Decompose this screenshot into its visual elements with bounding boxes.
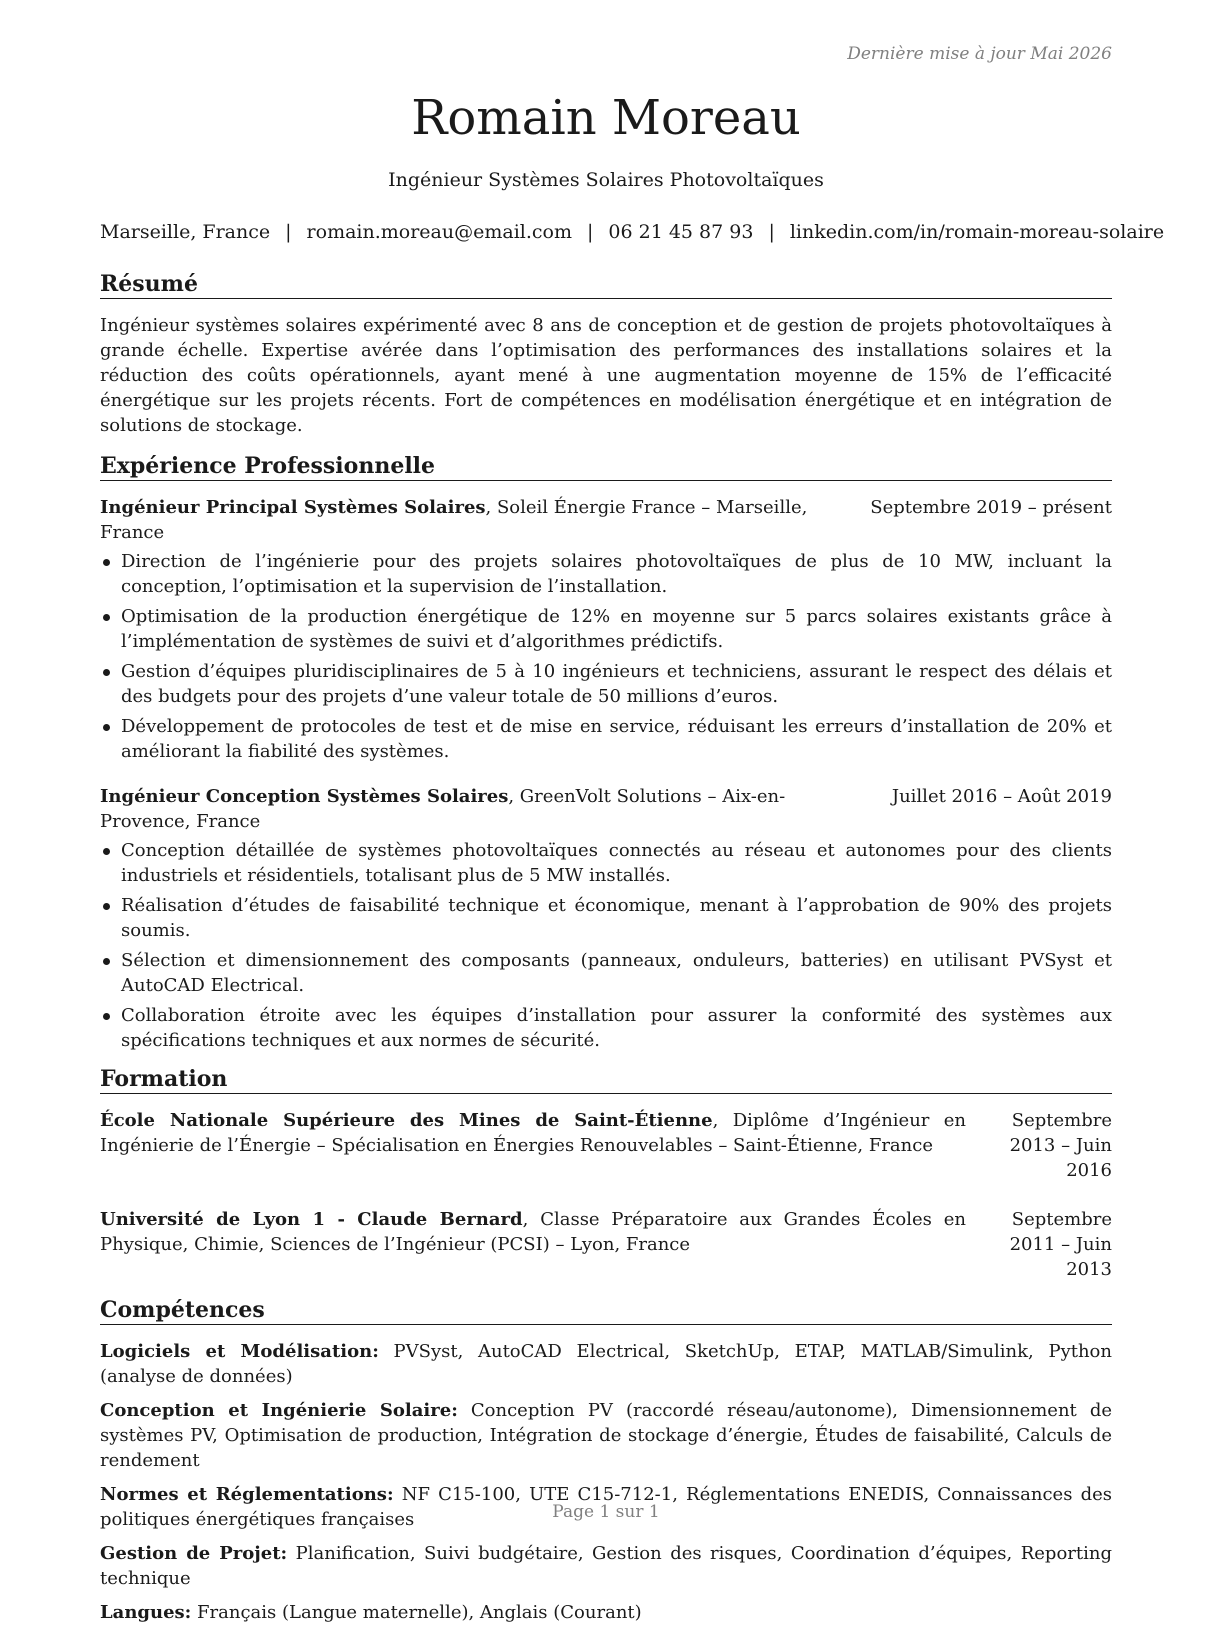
skill-label: Conception et Ingénierie Solaire: [100,1400,458,1421]
section-heading: Résumé [100,270,1112,299]
skills-section [100,1296,1112,1625]
education-entry [100,1108,1112,1183]
job-entry [100,495,1112,764]
contact-phone: 06 21 45 87 93 [608,221,754,243]
job-bullet: Collaboration étroite avec les équipes d’installation pour assurer la conformité des systèmes aux spécifications techniques et aux normes de sécurité. [100,1003,1112,1053]
skill-label: Gestion de Projet: [100,1543,288,1564]
skill-label: Langues: [100,1602,192,1623]
page-number: Page 1 sur 1 [552,1502,660,1522]
education-detail: , Classe Préparatoire aux Grandes Écoles en Physique, Chimie, Sciences de l’Ingénieur (PCSI) – Lyon, France [100,1209,966,1255]
section-heading: Expérience Professionnelle [100,452,1112,481]
last-updated: Dernière mise à jour Mai 2026 [847,44,1112,64]
job-org: , GreenVolt Solutions – Aix-en-Provence, France [100,786,786,832]
job-header [100,495,1112,545]
contact-location: Marseille, France [100,221,271,243]
education-school: Université de Lyon 1 - Claude Bernard [100,1209,523,1230]
education-school: École Nationale Supérieure des Mines de Saint-Étienne [100,1110,713,1131]
section-heading: Formation [100,1065,1112,1094]
candidate-title: Ingénieur Systèmes Solaires Photovoltaïques [388,169,824,191]
skill-value: Planification, Suivi budgétaire, Gestion des risques, Coordination d’équipes, Reporting technique [100,1543,1112,1589]
job-role-line [100,784,872,834]
summary-section [100,270,1112,438]
job-bullet: Conception détaillée de systèmes photovoltaïques connectés au réseau et autonomes pour des clients industriels et résidentiels, totalisant plus de 5 MW installés. [100,838,1112,888]
skill-row [100,1398,1112,1473]
experience-section [100,452,1112,1053]
job-bullet: Développement de protocoles de test et de mise en service, réduisant les erreurs d’installation de 20% et améliorant la fiabilité des systèmes. [100,714,1112,764]
contact-separator: | [768,221,775,243]
job-dates: Septembre 2019 – présent [870,497,1112,518]
education-description [100,1207,966,1282]
job-entry [100,784,1112,1053]
skill-row [100,1600,1112,1625]
resume-content [100,270,1112,1635]
job-role: Ingénieur Principal Systèmes Solaires [100,497,486,518]
education-section [100,1065,1112,1282]
skill-label: Logiciels et Modélisation: [100,1341,379,1362]
summary-text: Ingénieur systèmes solaires expérimenté avec 8 ans de conception et de gestion de projets photovoltaïques à grande échelle. Expertise avérée dans l’optimisation des performances des installations solaires et la réduction des coûts opérationnels, ayant mené à une augmentation moyenne de 15% de l’efficacité énergétique sur les projets récents. Fort de compétences en modélisation énergétique et en intégration de solutions de stockage. [100,315,1112,436]
skill-value: Français (Langue maternelle), Anglais (Courant) [191,1602,642,1623]
resume-page [100,0,1165,1623]
job-role: Ingénieur Conception Systèmes Solaires [100,786,509,807]
job-bullet: Gestion d’équipes pluridisciplinaires de 5 à 10 ingénieurs et techniciens, assurant le respect des délais et des budgets pour des projets d’une valeur totale de 50 millions d’euros. [100,659,1112,709]
section-heading: Compétences [100,1296,1112,1325]
education-entry [100,1207,1112,1282]
contact-email[interactable]: romain.moreau@email.com [306,221,572,243]
job-role-line [100,495,850,545]
job-org: , Soleil Énergie France – Marseille, France [100,497,808,543]
job-bullet: Direction de l’ingénierie pour des projets solaires photovoltaïques de plus de 10 MW, incluant la conception, l’optimisation et la supervision de l’installation. [100,549,1112,599]
skill-value: Conception PV (raccordé réseau/autonome), Dimensionnement de systèmes PV, Optimisation de production, Intégration de stockage d’énergie, Études de faisabilité, Calculs de rendement [100,1400,1112,1471]
job-bullets [100,549,1112,764]
education-description [100,1108,966,1183]
skill-value: PVSyst, AutoCAD Electrical, SketchUp, ETAP, MATLAB/Simulink, Python (analyse de données) [100,1341,1112,1387]
education-dates: Septembre 2013 – Juin 2016 [1009,1110,1112,1181]
contact-separator: | [587,221,594,243]
candidate-name: Romain Moreau [411,90,801,146]
skill-label: Normes et Réglementations: [100,1484,394,1505]
contact-linkedin[interactable]: linkedin.com/in/romain-moreau-solaire [789,221,1165,243]
education-detail: , Diplôme d’Ingénieur en Ingénierie de l’Énergie – Spécialisation en Énergies Renouvelables – Saint-Étienne, France [100,1110,966,1156]
contact-line [100,220,1165,244]
education-dates: Septembre 2011 – Juin 2013 [1009,1209,1112,1280]
job-header [100,784,1112,834]
skill-row [100,1339,1112,1389]
job-bullet: Optimisation de la production énergétique de 12% en moyenne sur 5 parcs solaires existants grâce à l’implémentation de systèmes de suivi et d’algorithmes prédictifs. [100,604,1112,654]
job-dates: Juillet 2016 – Août 2019 [891,786,1112,807]
job-bullets [100,838,1112,1053]
job-bullet: Réalisation d’études de faisabilité technique et économique, menant à l’approbation de 90% des projets soumis. [100,893,1112,943]
job-bullet: Sélection et dimensionnement des composants (panneaux, onduleurs, batteries) en utilisant PVSyst et AutoCAD Electrical. [100,948,1112,998]
skill-value: NF C15-100, UTE C15-712-1, Réglementations ENEDIS, Connaissances des politiques énergétiques françaises [100,1484,1112,1530]
contact-separator: | [285,221,292,243]
